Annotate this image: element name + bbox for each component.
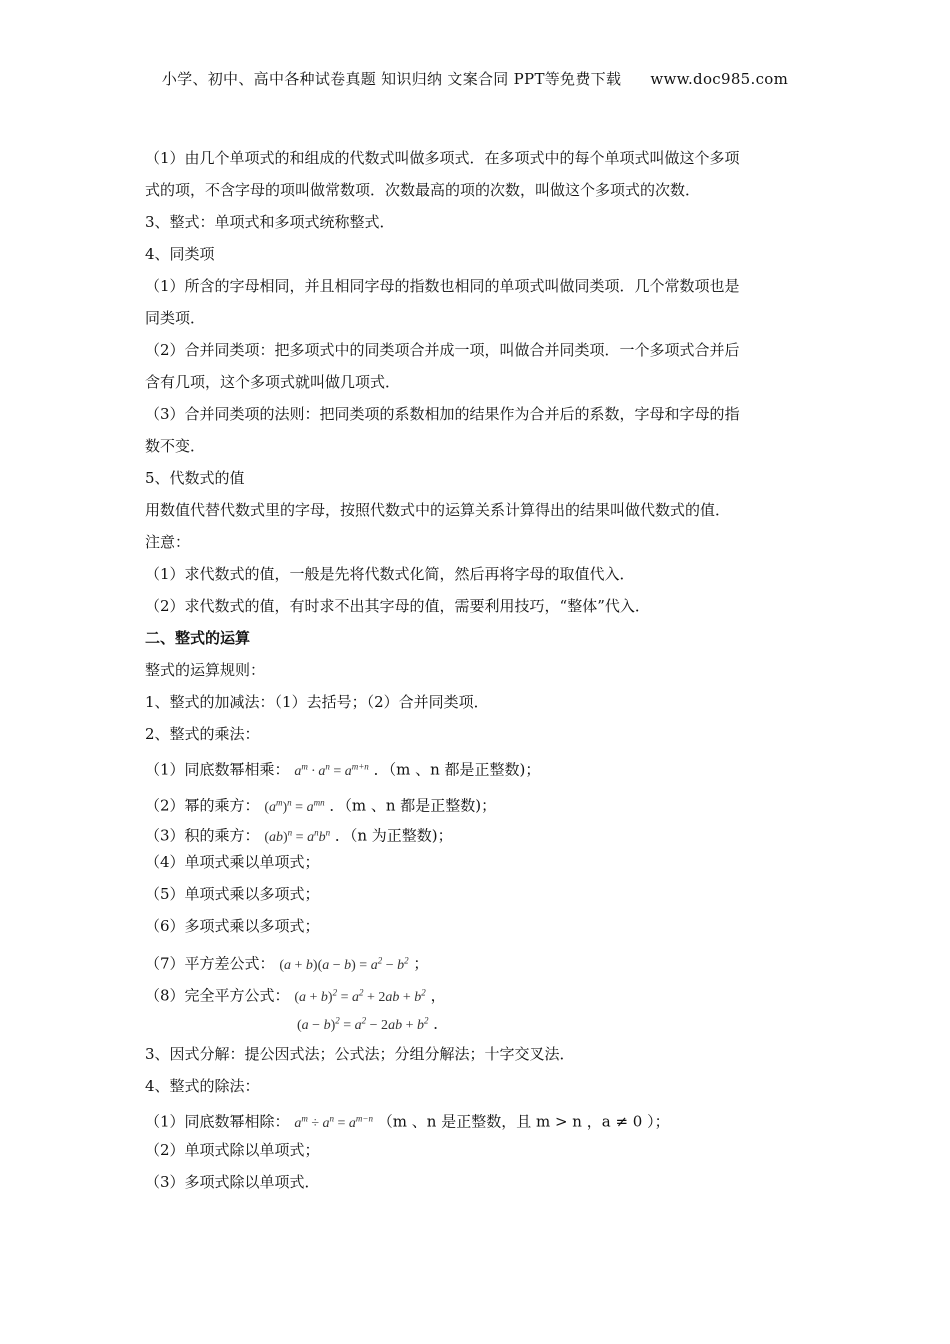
- formula-note: ．（n 为正整数)；: [334, 826, 453, 845]
- formula-note: ，: [430, 986, 446, 1005]
- text-line: 5、代数式的值: [145, 469, 245, 487]
- formula-note: ．（m 、n 都是正整数)；: [373, 760, 541, 779]
- section-title: 二、整式的运算: [145, 629, 251, 647]
- formula-line: [145, 792, 496, 818]
- text-line: （1）求代数式的值，一般是先将代数式化简，然后再将字母的取值代入．: [145, 565, 635, 583]
- page-header: [0, 68, 950, 89]
- text-line: （1）由几个单项式的和组成的代数式叫做多项式．在多项式中的每个单项式叫做这个多项: [145, 149, 740, 167]
- formula-label: （3）积的乘方：: [145, 826, 260, 845]
- formula-note: ．（m 、n 都是正整数)；: [329, 796, 497, 815]
- text-line: （4）单项式乘以单项式；: [145, 853, 320, 871]
- text-line: 2、整式的乘法：: [145, 725, 260, 743]
- header-text: 小学、初中、高中各种试卷真题 知识归纳 文案合同 PPT等免费下载: [161, 70, 622, 88]
- formula-line: [297, 1010, 448, 1036]
- formula-label: （8）完全平方公式：: [145, 986, 290, 1005]
- formula-line: [145, 982, 446, 1008]
- text-line: 数不变．: [145, 437, 206, 455]
- formula-label: （1）同底数幂相乘：: [145, 760, 290, 779]
- formula-label: （2）幂的乘方：: [145, 796, 260, 815]
- text-line: （3）合并同类项的法则：把同类项的系数相加的结果作为合并后的系数，字母和字母的指: [145, 405, 740, 423]
- formula-note: ．: [433, 1014, 449, 1033]
- text-line: （1）所含的字母相同，并且相同字母的指数也相同的单项式叫做同类项．几个常数项也是: [145, 277, 740, 295]
- text-line: （3）多项式除以单项式．: [145, 1173, 320, 1191]
- text-line: 整式的运算规则：: [145, 661, 266, 679]
- formula-label: （1）同底数幂相除：: [145, 1112, 290, 1131]
- math-formula: $a^m \cdot a^n = a^{m+n}$: [294, 761, 369, 779]
- formula-line: [145, 756, 540, 782]
- math-formula: $(a^m)^n = a^{mn}$: [264, 797, 325, 815]
- text-line: 1、整式的加减法：（1）去括号；（2）合并同类项．: [145, 693, 489, 711]
- header-site-link[interactable]: www.doc985.com: [650, 70, 789, 88]
- text-line: （5）单项式乘以多项式；: [145, 885, 320, 903]
- formula-line: [145, 950, 428, 976]
- text-line: 3、整式：单项式和多项式统称整式．: [145, 213, 395, 231]
- formula-note: ；: [413, 954, 429, 973]
- text-line: （2）求代数式的值，有时求不出其字母的值，需要利用技巧，“整体”代入．: [145, 597, 650, 615]
- formula-note: （m 、n 是正整数，且 m > n ，a ≠ 0 ）；: [377, 1112, 670, 1131]
- text-line: （2）单项式除以单项式；: [145, 1141, 320, 1159]
- text-line: （6）多项式乘以多项式；: [145, 917, 320, 935]
- formula-line: [145, 822, 453, 848]
- formula-label: （7）平方差公式：: [145, 954, 275, 973]
- math-formula: $(a + b)^2 = a^2 + 2ab + b^2$: [294, 987, 426, 1005]
- text-line: 4、同类项: [145, 245, 215, 263]
- math-formula: $(a + b)(a - b) = a^2 - b^2$: [279, 955, 409, 973]
- text-line: 含有几项，这个多项式就叫做几项式．: [145, 373, 401, 391]
- text-line: 注意：: [145, 533, 191, 551]
- text-line: （2）合并同类项：把多项式中的同类项合并成一项，叫做合并同类项．一个多项式合并后: [145, 341, 740, 359]
- math-formula: $(a - b)^2 = a^2 - 2ab + b^2$: [297, 1015, 429, 1033]
- text-line: 式的项，不含字母的项叫做常数项．次数最高的项的次数，叫做这个多项式的次数．: [145, 181, 701, 199]
- text-line: 用数值代替代数式里的字母，按照代数式中的运算关系计算得出的结果叫做代数式的值．: [145, 501, 731, 519]
- math-formula: $(ab)^n = a^nb^n$: [264, 827, 331, 845]
- formula-line: [145, 1108, 670, 1134]
- text-line: 同类项．: [145, 309, 206, 327]
- text-line: 3、因式分解：提公因式法；公式法；分组分解法；十字交叉法．: [145, 1045, 575, 1063]
- math-formula: $a^m \div a^n = a^{m-n}$: [294, 1113, 373, 1131]
- text-line: 4、整式的除法：: [145, 1077, 260, 1095]
